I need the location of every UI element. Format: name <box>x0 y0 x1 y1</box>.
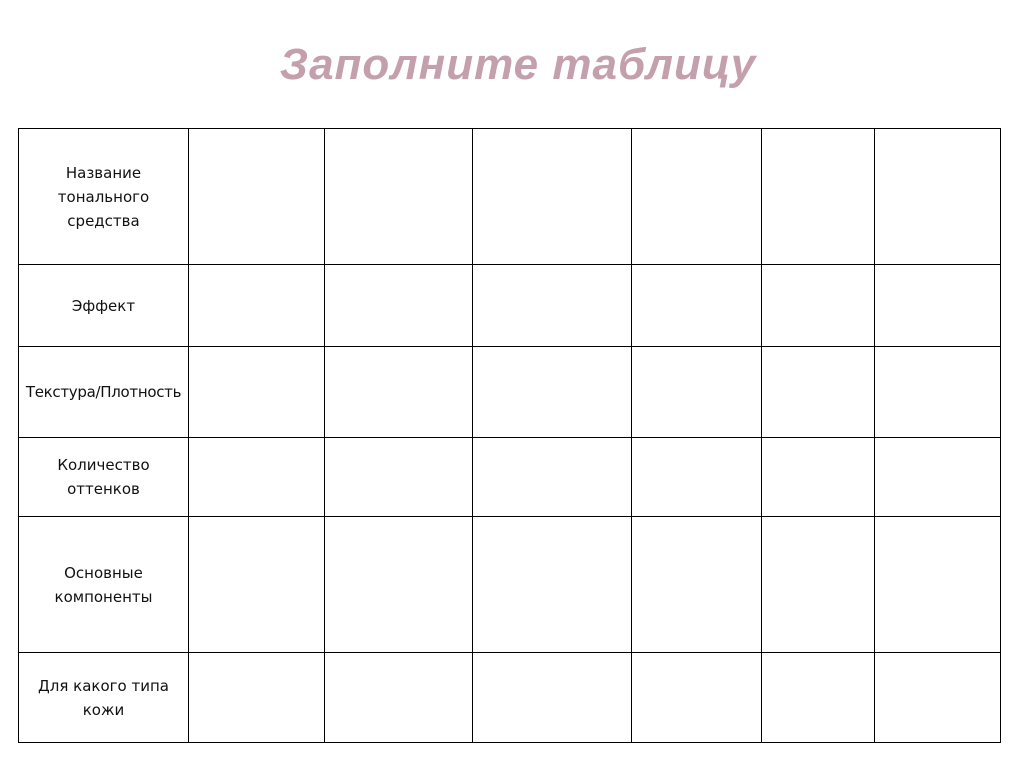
table-cell <box>325 129 473 265</box>
table-cell <box>189 653 325 743</box>
table-cell <box>189 517 325 653</box>
table-cell <box>325 653 473 743</box>
table-cell <box>473 265 632 347</box>
table-cell <box>875 438 1001 517</box>
table-row <box>19 438 1001 517</box>
table-cell <box>473 517 632 653</box>
table-cell <box>875 347 1001 438</box>
row-label: Количество оттенков <box>19 438 189 517</box>
table-cell <box>325 438 473 517</box>
table-row <box>19 517 1001 653</box>
table-cell <box>762 347 875 438</box>
fill-in-table <box>18 128 1001 743</box>
table-cell <box>632 265 762 347</box>
table-cell <box>875 265 1001 347</box>
table-cell <box>189 347 325 438</box>
table-cell <box>875 129 1001 265</box>
table-cell <box>632 653 762 743</box>
row-label: Эффект <box>19 265 189 347</box>
table-cell <box>632 517 762 653</box>
table-cell <box>189 265 325 347</box>
row-label: Название тонального средства <box>19 129 189 265</box>
table-cell <box>875 517 1001 653</box>
table-cell <box>473 438 632 517</box>
table-cell <box>325 265 473 347</box>
table-row <box>19 129 1001 265</box>
table-cell <box>189 129 325 265</box>
table-cell <box>325 347 473 438</box>
table-cell <box>632 438 762 517</box>
table-cell <box>325 517 473 653</box>
table-cell <box>473 129 632 265</box>
table-cell <box>762 438 875 517</box>
table-row <box>19 347 1001 438</box>
row-label: Для какого типа кожи <box>19 653 189 743</box>
table-cell <box>632 347 762 438</box>
table-cell <box>762 653 875 743</box>
table-cell <box>473 653 632 743</box>
table-cell <box>875 653 1001 743</box>
table-row <box>19 653 1001 743</box>
table-cell <box>762 265 875 347</box>
table-row <box>19 265 1001 347</box>
page-title: Заполните таблицу <box>279 40 757 89</box>
table-cell <box>762 517 875 653</box>
row-label: Текстура/Плотность <box>19 347 189 438</box>
table-cell <box>762 129 875 265</box>
table-cell <box>189 438 325 517</box>
row-label: Основные компоненты <box>19 517 189 653</box>
table-cell <box>632 129 762 265</box>
table-cell <box>473 347 632 438</box>
